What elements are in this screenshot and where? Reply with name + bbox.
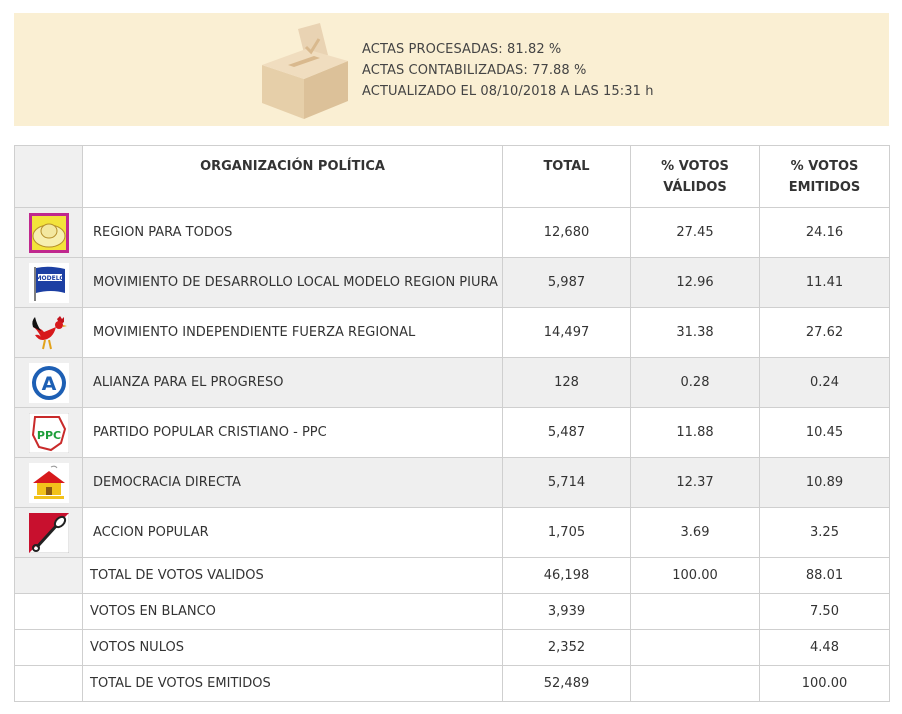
totals-label: VOTOS EN BLANCO — [83, 594, 503, 630]
party-total: 12,680 — [503, 208, 631, 258]
party-total: 5,714 — [503, 458, 631, 508]
header-emitidos-line2: EMITIDOS — [788, 180, 861, 195]
header-total — [503, 146, 631, 208]
totals-blank-cell — [15, 630, 83, 666]
party-name: ACCION POPULAR — [83, 508, 503, 558]
totals-row — [15, 630, 890, 666]
shovel-logo-icon — [29, 513, 69, 553]
totals-total: 2,352 — [503, 630, 631, 666]
totals-validos — [631, 630, 760, 666]
totals-validos: 100.00 — [631, 558, 760, 594]
party-emitidos: 10.89 — [760, 458, 890, 508]
party-emitidos: 3.25 — [760, 508, 890, 558]
totals-validos — [631, 666, 760, 702]
party-validos: 12.96 — [631, 258, 760, 308]
totals-total: 3,939 — [503, 594, 631, 630]
header-votos-validos — [631, 146, 760, 208]
totals-total: 46,198 — [503, 558, 631, 594]
logo-cell — [15, 208, 83, 258]
party-emitidos: 10.45 — [760, 408, 890, 458]
svg-text:A: A — [41, 372, 56, 395]
party-validos: 12.37 — [631, 458, 760, 508]
party-total: 1,705 — [503, 508, 631, 558]
table-row — [15, 408, 890, 458]
totals-blank-cell — [15, 558, 83, 594]
header-total-label: TOTAL — [543, 159, 590, 174]
party-total: 14,497 — [503, 308, 631, 358]
party-name: MOVIMIENTO DE DESARROLLO LOCAL MODELO REGION PIURA — [83, 258, 503, 308]
totals-row — [15, 666, 890, 702]
header-validos-line1: % VOTOS — [661, 159, 729, 174]
results-summary-banner — [14, 13, 889, 126]
party-validos: 0.28 — [631, 358, 760, 408]
totals-emitidos: 7.50 — [760, 594, 890, 630]
logo-cell — [15, 508, 83, 558]
app-a-logo-icon — [29, 363, 69, 403]
actas-procesadas: ACTAS PROCESADAS: 81.82 % — [362, 42, 562, 57]
header-logo-cell — [15, 146, 83, 208]
header-votos-emitidos — [760, 146, 890, 208]
table-row — [15, 358, 890, 408]
logo-cell — [15, 408, 83, 458]
totals-blank-cell — [15, 666, 83, 702]
party-validos: 31.38 — [631, 308, 760, 358]
totals-label: VOTOS NULOS — [83, 630, 503, 666]
logo-cell — [15, 258, 83, 308]
party-name: DEMOCRACIA DIRECTA — [83, 458, 503, 508]
totals-blank-cell — [15, 594, 83, 630]
party-validos: 11.88 — [631, 408, 760, 458]
table-row — [15, 458, 890, 508]
table-row — [15, 508, 890, 558]
totals-validos — [631, 594, 760, 630]
party-name: ALIANZA PARA EL PROGRESO — [83, 358, 503, 408]
party-emitidos: 11.41 — [760, 258, 890, 308]
totals-total: 52,489 — [503, 666, 631, 702]
header-organizacion-label: ORGANIZACIÓN POLÍTICA — [200, 159, 385, 174]
ppc-logo-icon — [29, 413, 69, 453]
header-emitidos-line1: % VOTOS — [790, 159, 859, 174]
party-total: 128 — [503, 358, 631, 408]
actas-contabilizadas: ACTAS CONTABILIZADAS: 77.88 % — [362, 63, 587, 78]
totals-row — [15, 594, 890, 630]
totals-label: TOTAL DE VOTOS VALIDOS — [83, 558, 503, 594]
results-table — [14, 145, 890, 702]
table-row — [15, 208, 890, 258]
ballot-box-icon — [258, 21, 350, 121]
party-emitidos: 27.62 — [760, 308, 890, 358]
totals-label: TOTAL DE VOTOS EMITIDOS — [83, 666, 503, 702]
rooster-logo-icon — [29, 313, 69, 353]
party-total: 5,487 — [503, 408, 631, 458]
totals-emitidos: 100.00 — [760, 666, 890, 702]
totals-row — [15, 558, 890, 594]
party-validos: 27.45 — [631, 208, 760, 258]
svg-text:PPC: PPC — [36, 428, 61, 442]
banner-stats — [362, 39, 654, 102]
party-name: PARTIDO POPULAR CRISTIANO - PPC — [83, 408, 503, 458]
table-row — [15, 258, 890, 308]
party-emitidos: 0.24 — [760, 358, 890, 408]
house-logo-icon — [29, 463, 69, 503]
party-validos: 3.69 — [631, 508, 760, 558]
party-total: 5,987 — [503, 258, 631, 308]
logo-cell — [15, 458, 83, 508]
sombrero-logo-icon — [29, 213, 69, 253]
modelo-flag-logo-icon — [29, 263, 69, 303]
svg-text:MODELO: MODELO — [35, 274, 64, 282]
actualizado: ACTUALIZADO EL 08/10/2018 A LAS 15:31 h — [362, 84, 654, 99]
table-row — [15, 308, 890, 358]
totals-emitidos: 4.48 — [760, 630, 890, 666]
logo-cell — [15, 358, 83, 408]
party-name: REGION PARA TODOS — [83, 208, 503, 258]
totals-emitidos: 88.01 — [760, 558, 890, 594]
table-header-row — [15, 146, 890, 208]
header-organizacion — [83, 146, 503, 208]
party-name: MOVIMIENTO INDEPENDIENTE FUERZA REGIONAL — [83, 308, 503, 358]
logo-cell — [15, 308, 83, 358]
header-validos-line2: VÁLIDOS — [663, 180, 727, 195]
party-emitidos: 24.16 — [760, 208, 890, 258]
